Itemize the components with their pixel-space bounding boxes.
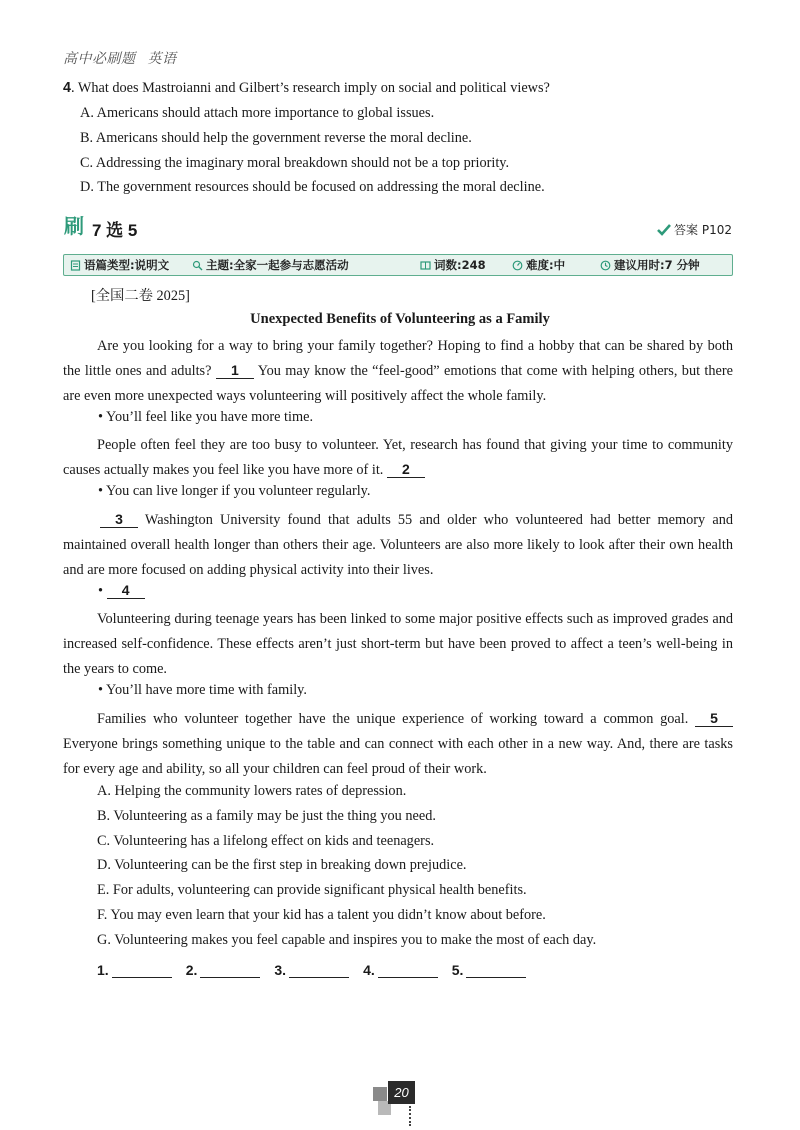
paragraph-5-part-b: Everyone brings something unique to the table and can connect with each other in a new way. And, there are tasks for every age and ability, so all your children can feel proud of their work. bbox=[63, 735, 733, 777]
book-icon bbox=[420, 260, 431, 271]
blank-5[interactable]: 5 bbox=[695, 711, 733, 727]
topic-text: 主题:全家一起参与志愿活动 bbox=[206, 258, 349, 272]
answer-slot-1[interactable] bbox=[97, 962, 172, 978]
passage-source: [全国二卷 2025] bbox=[91, 288, 190, 304]
book-name: 高中必刷题 bbox=[63, 51, 136, 67]
answer-label: 1. bbox=[97, 962, 109, 978]
option-b: B. Volunteering as a family may be just the thing you need. bbox=[97, 808, 436, 824]
answer-label: 5. bbox=[451, 962, 464, 978]
answer-slot-5[interactable] bbox=[452, 962, 527, 978]
paragraph-5-part-a: Families who volunteer together have the unique experience of working toward a common goal. bbox=[97, 711, 689, 727]
answer-slot-4[interactable] bbox=[363, 962, 438, 978]
option-g: G. Volunteering makes you feel capable and inspires you to make the most of each day. bbox=[97, 932, 597, 948]
bullet-dot: • bbox=[98, 583, 104, 599]
genre-text: 语篇类型:说明文 bbox=[84, 258, 170, 272]
question-4-option-d: D. The government resources should be focused on addressing the moral decline. bbox=[80, 179, 545, 195]
option-c: C. Volunteering has a lifelong effect on kids and teenagers. bbox=[97, 833, 435, 849]
blank-1[interactable]: 1 bbox=[216, 363, 254, 379]
answer-line[interactable] bbox=[112, 963, 172, 978]
answer-page: 答案 P102 bbox=[674, 223, 732, 237]
option-f: F. You may even learn that your kid has a talent you didn’t know about before. bbox=[97, 907, 546, 923]
subject-name: 英语 bbox=[147, 51, 177, 67]
page-number: 20 bbox=[388, 1081, 415, 1104]
difficulty-text: 难度:中 bbox=[526, 258, 566, 272]
answer-label: 3. bbox=[274, 962, 287, 978]
paragraph-5 bbox=[63, 707, 733, 781]
section-icon-glyph: 刷 bbox=[64, 214, 84, 237]
checkmark-icon bbox=[657, 224, 671, 236]
paragraph-4: Volunteering during teenage years has been linked to some major positive effects such as improved grades and increased self-confidence. These effects aren’t just short-term but have been proved to affect a teen’s well-being in the years to come. bbox=[63, 611, 733, 677]
answer-line[interactable] bbox=[200, 963, 260, 978]
answer-slot-2[interactable] bbox=[186, 962, 261, 978]
bullet-family-time: • You’ll have more time with family. bbox=[98, 682, 307, 698]
blank-3[interactable]: 3 bbox=[100, 512, 138, 528]
bullet-live-longer: • You can live longer if you volunteer regularly. bbox=[98, 483, 371, 499]
clock-icon bbox=[600, 260, 611, 271]
answer-line[interactable] bbox=[466, 963, 526, 978]
paragraph-1-part-a: Are you looking for a way to bring your family together? Hoping to find a hobby that can be shared by both the little ones and adults? bbox=[63, 338, 733, 379]
question-4-option-b: B. Americans should help the government reverse the moral decline. bbox=[80, 130, 472, 146]
paragraph-3 bbox=[63, 508, 733, 582]
time-info bbox=[600, 257, 700, 273]
question-stem-text: What does Mastroianni and Gilbert’s research imply on social and political views? bbox=[77, 80, 550, 96]
paragraph-1-part-b: You may know the “feel-good” emotions that come with helping others, but there are even more unexpected ways volunteering will positively affect the whole family. bbox=[63, 362, 734, 404]
section-title: 7 选 5 bbox=[92, 221, 138, 240]
page-decoration-square bbox=[373, 1087, 387, 1101]
question-4-stem: 4. What does Mastroianni and Gilbert’s research imply on social and political views? bbox=[63, 80, 550, 96]
answer-reference bbox=[657, 221, 732, 238]
topic-info bbox=[178, 257, 420, 273]
running-header bbox=[63, 48, 177, 68]
gauge-icon bbox=[512, 260, 523, 271]
blank-4[interactable]: 4 bbox=[107, 583, 145, 599]
answer-row bbox=[97, 962, 526, 978]
time-text: 建议用时:7 分钟 bbox=[614, 258, 700, 272]
passage-title: Unexpected Benefits of Volunteering as a Family bbox=[250, 311, 550, 327]
difficulty-info bbox=[512, 257, 600, 273]
option-e: E. For adults, volunteering can provide significant physical health benefits. bbox=[97, 882, 527, 898]
paragraph-3-text: Washington University found that adults 55 and older who volunteered had better memory and maintained overall health longer than others their age. Volunteers are also more likely to look after their own health and are more focused on adding physical activity into their lives. bbox=[63, 512, 733, 578]
question-4-option-a: A. Americans should attach more importance to global issues. bbox=[80, 105, 435, 121]
answer-slot-3[interactable] bbox=[274, 962, 349, 978]
answer-label: 4. bbox=[363, 962, 375, 978]
answer-line[interactable] bbox=[289, 963, 349, 978]
brush-section-icon bbox=[63, 214, 86, 237]
magnifier-icon bbox=[192, 260, 203, 271]
paragraph-2 bbox=[63, 433, 733, 483]
answer-label: 2. bbox=[185, 962, 198, 978]
question-4-option-c: C. Addressing the imaginary moral breakdown should not be a top priority. bbox=[80, 155, 510, 171]
option-a: A. Helping the community lowers rates of depression. bbox=[97, 783, 407, 799]
paragraph-1 bbox=[63, 334, 733, 408]
passage-info-bar bbox=[63, 254, 733, 276]
word-count-info bbox=[420, 257, 512, 273]
blank-2[interactable]: 2 bbox=[387, 462, 425, 478]
answer-line[interactable] bbox=[378, 963, 438, 978]
genre-info bbox=[70, 257, 178, 273]
document-icon bbox=[70, 260, 81, 271]
option-d: D. Volunteering can be the first step in breaking down prejudice. bbox=[97, 857, 467, 873]
bullet-more-time: • You’ll feel like you have more time. bbox=[98, 409, 314, 425]
page-decoration-dots bbox=[409, 1106, 414, 1126]
question-number: 4 bbox=[63, 80, 71, 96]
bullet-blank-4 bbox=[98, 583, 145, 600]
paragraph-2-text: People often feel they are too busy to volunteer. Yet, research has found that giving your time to community causes actually makes you feel like you have more of it. bbox=[63, 437, 733, 478]
word-count-text: 词数:248 bbox=[434, 258, 486, 272]
